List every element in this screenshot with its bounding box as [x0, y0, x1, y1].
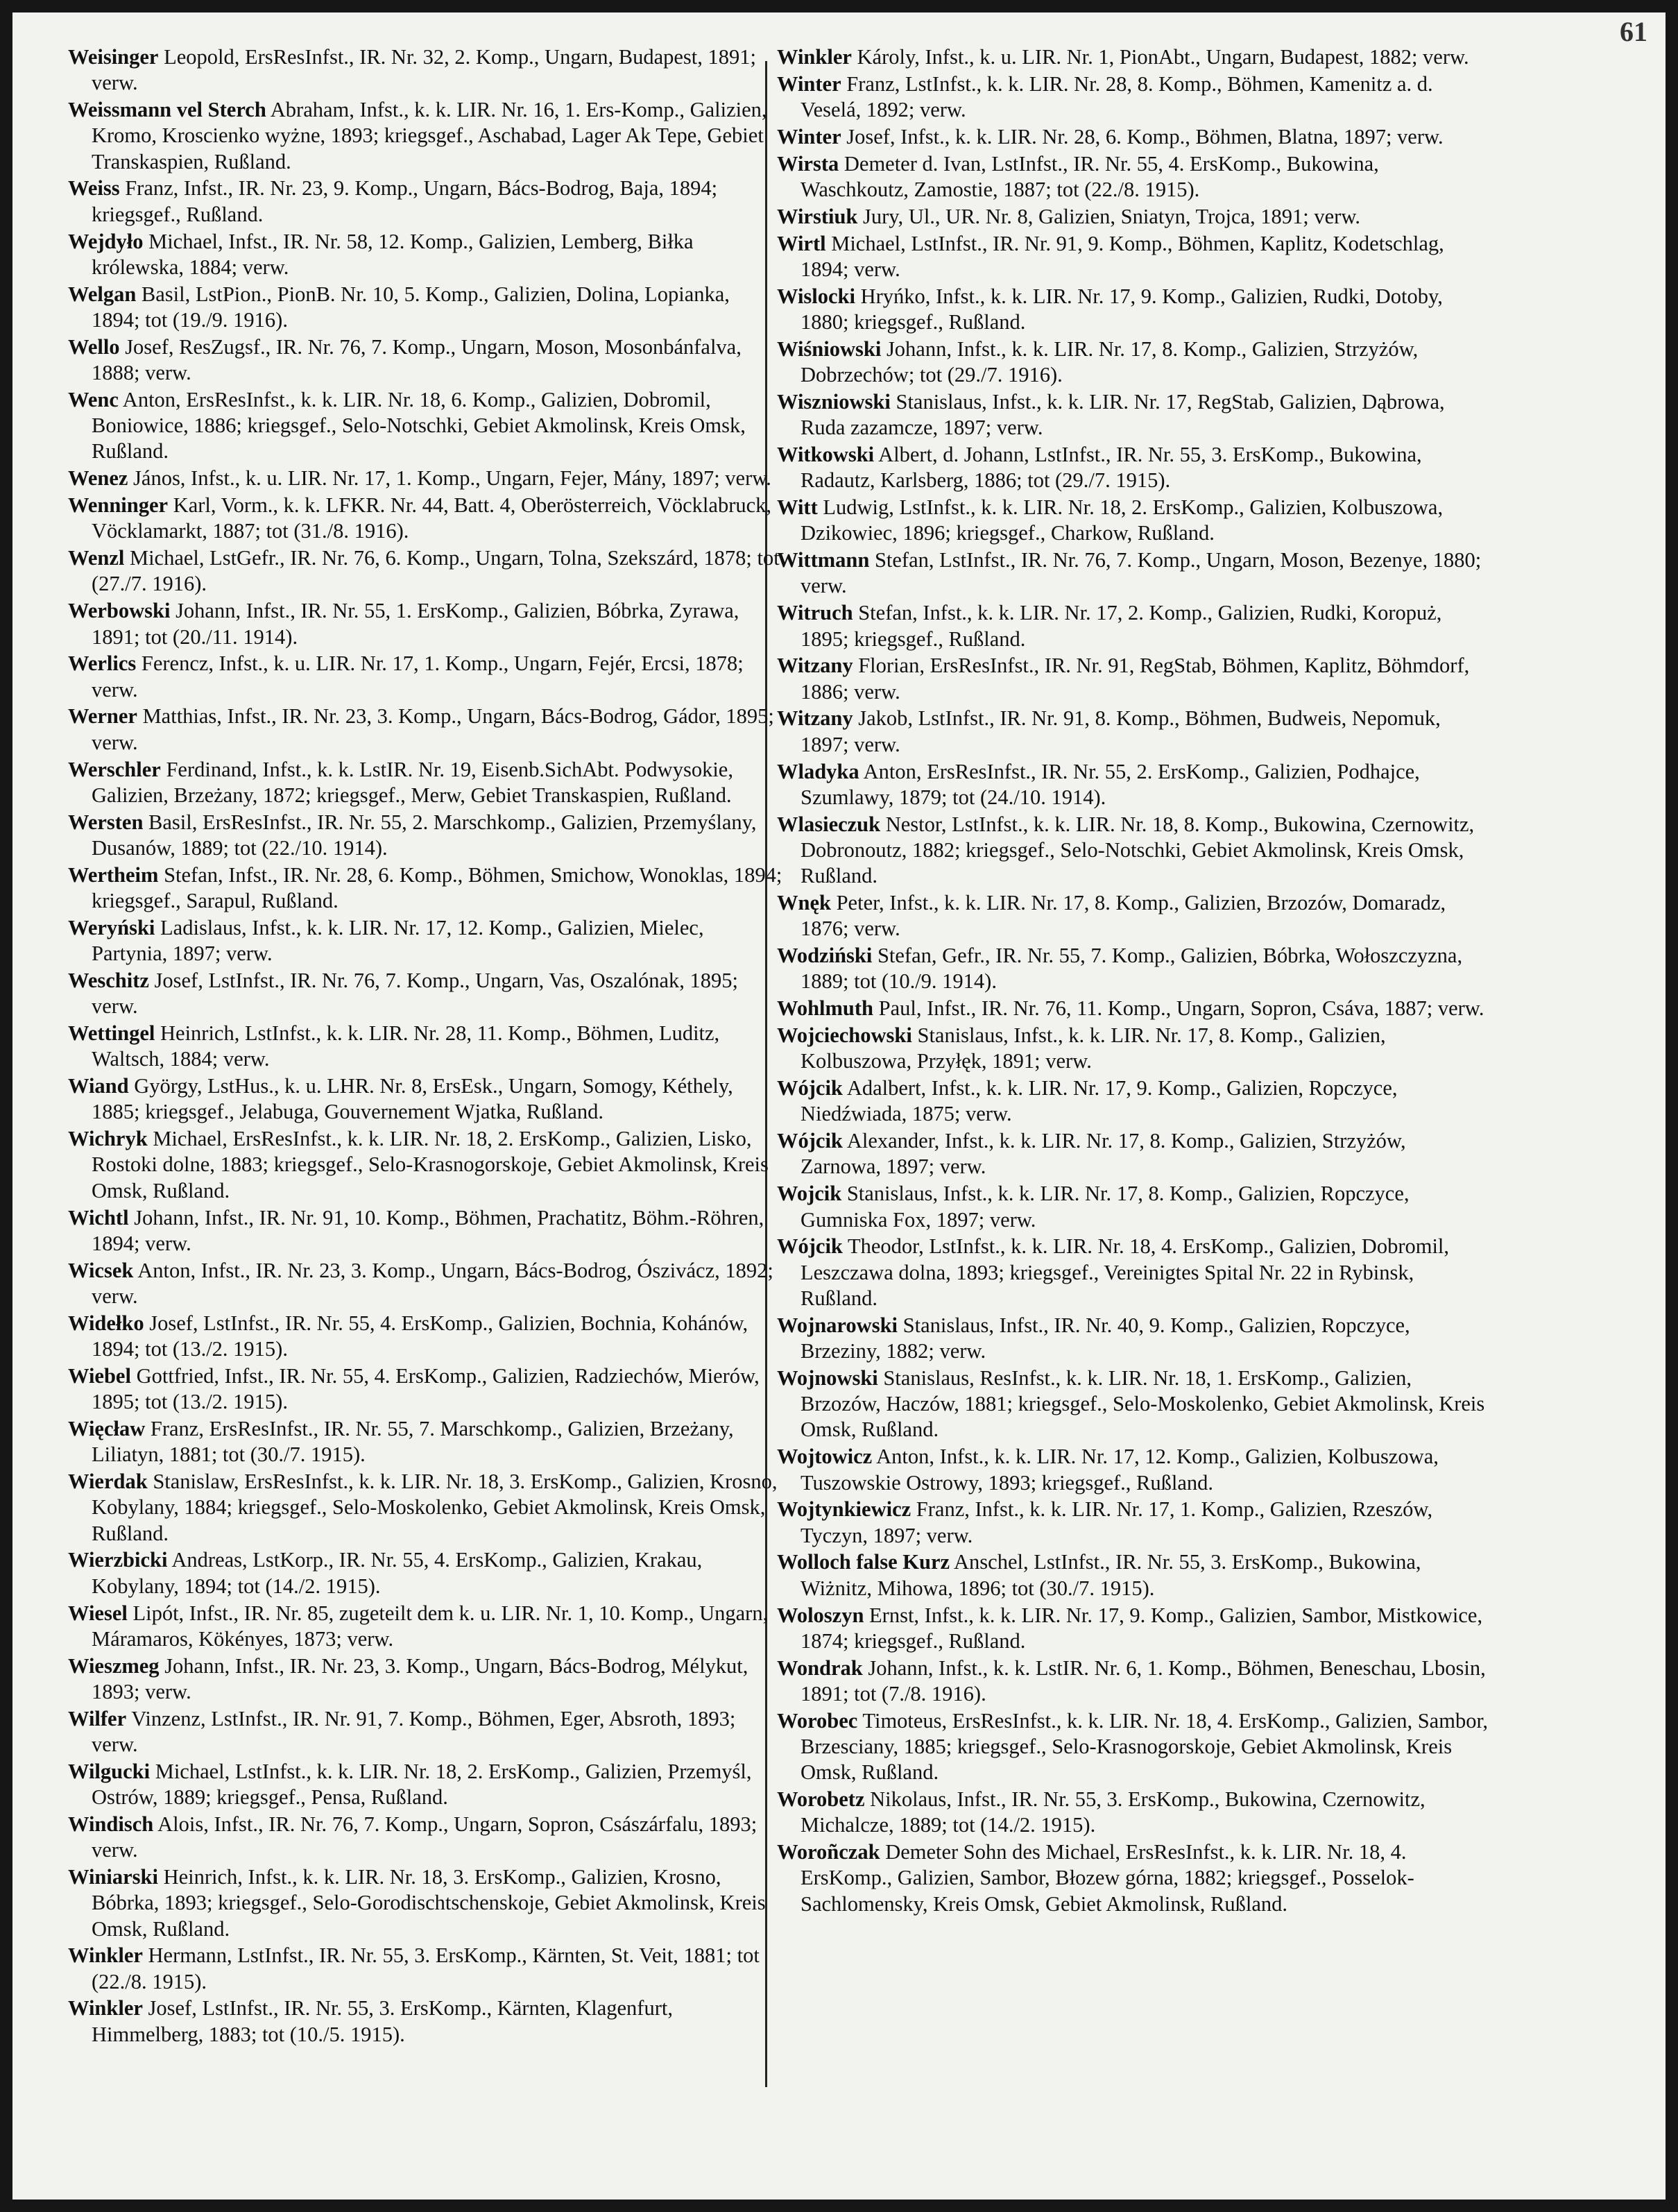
casualty-entry	[777, 389, 1491, 441]
entry-surname: Witzany	[777, 654, 853, 678]
entry-details: Johann, Infst., IR. Nr. 55, 1. ErsKomp., Galizien, Bóbrka, Zyrawa, 1891; tot (20./11. 1914).	[92, 599, 739, 649]
casualty-entry	[68, 598, 782, 650]
entry-details: Ferencz, Infst., k. u. LIR. Nr. 17, 1. Komp., Ungarn, Fejér, Ercsi, 1878; verw.	[92, 652, 744, 701]
casualty-entry	[777, 996, 1491, 1021]
entry-details: Franz, Infst., k. k. LIR. Nr. 17, 1. Komp., Galizien, Rzeszów, Tyczyn, 1897; verw.	[801, 1497, 1433, 1547]
entry-surname: Wenez	[68, 466, 128, 491]
entry-details: Anton, Infst., IR. Nr. 23, 3. Komp., Ungarn, Bács-Bodrog, Ószivácz, 1892; verw.	[92, 1258, 773, 1308]
entry-surname: Wojcik	[777, 1182, 842, 1206]
entry-surname: Wohlmuth	[777, 996, 873, 1021]
casualty-entry	[68, 1996, 782, 2048]
entry-details: Nestor, LstInfst., k. k. LIR. Nr. 18, 8. Komp., Bukowina, Czernowitz, Dobronoutz, 1882; kriegsgef., Selo-Notschki, Gebiet Akmolinsk, Kreis Omsk, Rußland.	[801, 812, 1475, 888]
entry-details: Matthias, Infst., IR. Nr. 23, 3. Komp., Ungarn, Bács-Bodrog, Gádor, 1895; verw.	[92, 704, 774, 754]
casualty-entry	[68, 1759, 782, 1811]
entry-details: Stefan, LstInfst., IR. Nr. 76, 7. Komp., Ungarn, Moson, Bezenye, 1880; verw.	[801, 548, 1482, 598]
entry-surname: Widełko	[68, 1311, 144, 1335]
casualty-entry	[777, 124, 1491, 150]
entry-surname: Wierzbicki	[68, 1548, 168, 1572]
casualty-entry	[68, 1653, 782, 1705]
entry-surname: Wenzl	[68, 546, 125, 570]
entry-details: Johann, Infst., IR. Nr. 23, 3. Komp., Ungarn, Bács-Bodrog, Mélykut, 1893; verw.	[92, 1653, 748, 1703]
casualty-entry	[68, 334, 782, 386]
entry-details: Vinzenz, LstInfst., IR. Nr. 91, 7. Komp., Böhmen, Eger, Absroth, 1893; verw.	[92, 1706, 736, 1756]
entry-details: Ladislaus, Infst., k. k. LIR. Nr. 17, 12. Komp., Galizien, Mielec, Partynia, 1897; verw.	[92, 915, 704, 966]
entry-details: Basil, LstPion., PionB. Nr. 10, 5. Komp., Galizien, Dolina, Lopianka, 1894; tot (19./9. 1916).	[92, 282, 730, 332]
entry-surname: Więcław	[68, 1416, 146, 1440]
casualty-entry	[68, 1073, 782, 1125]
entry-surname: Wieszmeg	[68, 1653, 160, 1678]
casualty-entry	[777, 1549, 1491, 1601]
entry-surname: Wettingel	[68, 1021, 155, 1045]
entry-surname: Wodziński	[777, 944, 873, 968]
entry-details: Florian, ErsResInfst., IR. Nr. 91, RegStab, Böhmen, Kaplitz, Böhmdorf, 1886; verw.	[801, 654, 1470, 704]
entry-details: Abraham, Infst., k. k. LIR. Nr. 16, 1. Ers-Komp., Galizien, Kromo, Kroscienko wyżne, 1893; kriegsgef., Aschabad, Lager Ak Tepe, Gebiet Transkaspien, Rußland.	[92, 98, 767, 173]
entry-surname: Wojtowicz	[777, 1445, 873, 1469]
casualty-entry	[777, 943, 1491, 995]
entry-details: Anschel, LstInfst., IR. Nr. 55, 3. ErsKomp., Bukowina, Wiżnitz, Mihowa, 1896; tot (30./7. 1915).	[801, 1550, 1421, 1600]
entry-surname: Witruch	[777, 601, 853, 625]
casualty-entry	[777, 1128, 1491, 1180]
entry-details: Michael, LstGefr., IR. Nr. 76, 6. Komp., Ungarn, Tolna, Szekszárd, 1878; tot (27./7. 1916).	[92, 546, 780, 596]
entry-surname: Werlics	[68, 652, 137, 676]
entry-surname: Wenc	[68, 387, 119, 411]
casualty-entry	[68, 1416, 782, 1468]
entry-details: Ludwig, LstInfst., k. k. LIR. Nr. 18, 2. ErsKomp., Galizien, Kolbuszowa, Dzikowiec, 1896; kriegsgef., Charkow, Rußland.	[801, 495, 1444, 545]
entry-details: Michael, LstInfst., k. k. LIR. Nr. 18, 2. ErsKomp., Galizien, Przemyśl, Ostrów, 1889; kriegsgef., Pensa, Rußland.	[92, 1759, 752, 1810]
entry-details: Alois, Infst., IR. Nr. 76, 7. Komp., Ungarn, Sopron, Császárfalu, 1893; verw.	[92, 1812, 757, 1862]
casualty-entry	[777, 1075, 1491, 1128]
casualty-entry	[777, 337, 1491, 389]
entry-details: Anton, Infst., k. k. LIR. Nr. 17, 12. Komp., Galizien, Kolbuszowa, Tuszowskie Ostrowy, 1893; kriegsgef., Rußland.	[801, 1445, 1439, 1495]
entry-details: Ernst, Infst., k. k. LIR. Nr. 17, 9. Komp., Galizien, Sambor, Mistkowice, 1874; kriegsgef., Rußland.	[801, 1603, 1483, 1653]
entry-surname: Wójcik	[777, 1129, 843, 1153]
entry-surname: Woloszyn	[777, 1603, 864, 1627]
casualty-entry	[777, 600, 1491, 652]
casualty-entry	[777, 1366, 1491, 1443]
entry-surname: Worobec	[777, 1708, 858, 1733]
entry-details: Stanislaus, Infst., k. k. LIR. Nr. 17, RegStab, Galizien, Dąbrowa, Ruda zazamcze, 1897; verw.	[801, 389, 1445, 440]
entry-surname: Winkler	[68, 1996, 143, 2020]
entry-surname: Witt	[777, 495, 818, 520]
entry-details: Johann, Infst., k. k. LIR. Nr. 17, 8. Komp., Galizien, Strzyżów, Dobrzechów; tot (29./7. 1916).	[801, 337, 1419, 387]
entry-surname: Wlasieczuk	[777, 812, 881, 836]
entry-surname: Wejdyło	[68, 229, 144, 253]
entry-surname: Weschitz	[68, 968, 149, 992]
entry-surname: Wirtl	[777, 231, 826, 255]
entry-details: Stefan, Infst., IR. Nr. 28, 6. Komp., Böhmen, Smichow, Wonoklas, 1894; kriegsgef., Sarapul, Rußland.	[92, 862, 782, 912]
entry-surname: Wiszniowski	[777, 389, 891, 414]
entry-details: Jury, Ul., UR. Nr. 8, Galizien, Sniatyn, Trojca, 1891; verw.	[857, 204, 1360, 228]
entry-details: Franz, ErsResInfst., IR. Nr. 55, 7. Marschkomp., Galizien, Brzeżany, Liliatyn, 1881; tot (30./7. 1915).	[92, 1416, 734, 1467]
entry-surname: Wiebel	[68, 1363, 131, 1388]
entry-surname: Wislocki	[777, 284, 855, 308]
entry-surname: Weryński	[68, 915, 155, 939]
casualty-entry	[68, 1311, 782, 1363]
entry-details: Josef, LstInfst., IR. Nr. 55, 3. ErsKomp., Kärnten, Klagenfurt, Himmelberg, 1883; tot (10./5. 1915).	[92, 1996, 673, 2046]
casualty-entry	[68, 1864, 782, 1942]
entry-surname: Wójcik	[777, 1234, 843, 1259]
entry-surname: Wirstiuk	[777, 204, 858, 228]
casualty-entry	[68, 545, 782, 597]
entry-details: Stanislaus, Infst., k. k. LIR. Nr. 17, 8. Komp., Galizien, Ropczyce, Gumniska Fox, 1897; verw.	[801, 1182, 1410, 1232]
casualty-entry	[68, 757, 782, 809]
entry-details: Heinrich, LstInfst., k. k. LIR. Nr. 28, 11. Komp., Böhmen, Luditz, Waltsch, 1884; verw.	[92, 1021, 720, 1071]
entry-details: Leopold, ErsResInfst., IR. Nr. 32, 2. Komp., Ungarn, Budapest, 1891; verw.	[92, 45, 757, 95]
casualty-entry	[68, 97, 782, 175]
right-column	[777, 44, 1491, 1919]
entry-details: János, Infst., k. u. LIR. Nr. 17, 1. Komp., Ungarn, Fejer, Mány, 1897; verw.	[128, 466, 771, 491]
casualty-entry	[777, 547, 1491, 599]
entry-details: Anton, ErsResInfst., k. k. LIR. Nr. 18, 6. Komp., Galizien, Dobromil, Boniowice, 1886; kriegsgef., Selo-Notschki, Gebiet Akmolinsk, Kreis Omsk, Rußland.	[92, 387, 746, 463]
entry-details: Ferdinand, Infst., k. k. LstIR. Nr. 19, Eisenb.SichAbt. Podwysokie, Galizien, Brzeżany, 1872; kriegsgef., Merw, Gebiet Transkaspien, Rußland.	[92, 757, 733, 807]
entry-surname: Wojnowski	[777, 1366, 878, 1390]
entry-details: Jakob, LstInfst., IR. Nr. 91, 8. Komp., Böhmen, Budweis, Nepomuk, 1897; verw.	[801, 706, 1441, 756]
entry-surname: Winkler	[68, 1943, 143, 1968]
entry-details: Theodor, LstInfst., k. k. LIR. Nr. 18, 4. ErsKomp., Galizien, Dobromil, Leszczawa dolna, 1893; kriegsgef., Vereinigtes Spital Nr. 22 in Rybinsk, Rußland.	[801, 1234, 1450, 1310]
entry-details: Michael, ErsResInfst., k. k. LIR. Nr. 18, 2. ErsKomp., Galizien, Lisko, Rostoki dolne, 1883; kriegsgef., Selo-Krasnogorskoje, Gebiet Akmolinsk, Kreis Omsk, Rußland.	[92, 1127, 769, 1202]
entry-details: Peter, Infst., k. k. LIR. Nr. 17, 8. Komp., Galizien, Brzozów, Domaradz, 1876; verw.	[801, 891, 1446, 941]
entry-surname: Wertheim	[68, 862, 159, 887]
entry-surname: Wladyka	[777, 759, 859, 783]
entry-details: Stanislaw, ErsResInfst., k. k. LIR. Nr. 18, 3. ErsKomp., Galizien, Krosno, Kobylany, 1884; kriegsgef., Selo-Moskolenko, Gebiet Akmolinsk, Kreis Omsk, Rußland.	[92, 1470, 778, 1545]
entry-details: Andreas, LstKorp., IR. Nr. 55, 4. ErsKomp., Galizien, Krakau, Kobylany, 1894; tot (14./2. 1915).	[92, 1548, 703, 1598]
casualty-entry	[68, 915, 782, 967]
entry-details: Nikolaus, Infst., IR. Nr. 55, 3. ErsKomp., Bukowina, Czernowitz, Michalcze, 1889; tot (14./2. 1915).	[801, 1787, 1426, 1837]
casualty-entry	[777, 231, 1491, 283]
entry-surname: Weissmann vel Sterch	[68, 98, 266, 122]
entry-surname: Wicsek	[68, 1258, 134, 1282]
entry-surname: Werschler	[68, 757, 161, 781]
entry-details: Josef, LstInfst., IR. Nr. 55, 4. ErsKomp., Galizien, Bochnia, Kohánów, 1894; tot (13./2. 1915).	[92, 1311, 748, 1361]
entry-details: Timoteus, ErsResInfst., k. k. LIR. Nr. 18, 4. ErsKomp., Galizien, Sambor, Brzesciany, 1885; kriegsgef., Selo-Krasnogorskoje, Gebiet Akmolinsk, Kreis Omsk, Rußland.	[801, 1708, 1488, 1785]
casualty-entry	[68, 1205, 782, 1257]
casualty-entry	[68, 704, 782, 756]
casualty-entry	[777, 1603, 1491, 1655]
casualty-entry	[68, 968, 782, 1020]
entry-surname: Werbowski	[68, 599, 171, 623]
casualty-entry	[68, 1126, 782, 1204]
entry-surname: Woroñczak	[777, 1840, 880, 1864]
casualty-entry	[777, 151, 1491, 203]
entry-surname: Wójcik	[777, 1076, 843, 1100]
casualty-entry	[777, 495, 1491, 547]
casualty-entry	[68, 1706, 782, 1758]
casualty-entry	[68, 44, 782, 96]
entry-details: György, LstHus., k. u. LHR. Nr. 8, ErsEsk., Ungarn, Somogy, Kéthely, 1885; kriegsgef., Jelabuga, Gouvernement Wjatka, Rußland.	[92, 1074, 733, 1124]
entry-details: Franz, LstInfst., k. k. LIR. Nr. 28, 8. Komp., Böhmen, Kamenitz a. d. Veselá, 1892; verw.	[801, 71, 1433, 122]
entry-details: Demeter Sohn des Michael, ErsResInfst., k. k. LIR. Nr. 18, 4. ErsKomp., Galizien, Sambor, Błozew górna, 1882; kriegsgef., Posselok-Sachlomensky, Kreis Omsk, Gebiet Akmolinsk, Rußland.	[801, 1840, 1414, 1916]
entry-surname: Wiśniowski	[777, 337, 882, 361]
casualty-entry	[777, 1708, 1491, 1786]
casualty-entry	[777, 812, 1491, 890]
casualty-entry	[777, 759, 1491, 811]
entry-details: Hermann, LstInfst., IR. Nr. 55, 3. ErsKomp., Kärnten, St. Veit, 1881; tot (22./8. 1915).	[92, 1943, 760, 1993]
entry-surname: Winter	[777, 124, 841, 148]
entry-surname: Worobetz	[777, 1787, 865, 1812]
entry-details: Demeter d. Ivan, LstInfst., IR. Nr. 55, 4. ErsKomp., Bukowina, Waschkoutz, Zamostie, 1887; tot (22./8. 1915).	[801, 151, 1379, 201]
casualty-entry	[68, 229, 782, 281]
casualty-entry	[68, 1547, 782, 1599]
entry-surname: Weisinger	[68, 45, 159, 69]
entry-details: Stanislaus, ResInfst., k. k. LIR. Nr. 18, 1. ErsKomp., Galizien, Brzozów, Haczów, 1881; kriegsgef., Selo-Moskolenko, Gebiet Akmolinsk, Kreis Omsk, Rußland.	[801, 1366, 1485, 1442]
casualty-entry	[777, 1234, 1491, 1311]
casualty-entry	[68, 1021, 782, 1073]
entry-surname: Wittmann	[777, 548, 870, 572]
entry-surname: Werner	[68, 704, 137, 729]
entry-details: Heinrich, Infst., k. k. LIR. Nr. 18, 3. ErsKomp., Galizien, Krosno, Bóbrka, 1893; kriegsgef., Selo-Gorodischtschenskoje, Gebiet Akmolinsk, Kreis Omsk, Rußland.	[92, 1864, 766, 1941]
entry-details: Johann, Infst., k. k. LstIR. Nr. 6, 1. Komp., Böhmen, Beneschau, Lbosin, 1891; tot (7./8. 1916).	[801, 1656, 1486, 1705]
entry-details: Basil, ErsResInfst., IR. Nr. 55, 2. Marschkomp., Galizien, Przemyślany, Dusanów, 1889; tot (22./10. 1914).	[92, 810, 757, 860]
casualty-entry	[777, 1444, 1491, 1496]
entry-surname: Wiesel	[68, 1601, 128, 1625]
entry-details: Paul, Infst., IR. Nr. 76, 11. Komp., Ungarn, Sopron, Csáva, 1887; verw.	[873, 996, 1484, 1021]
casualty-entry	[777, 44, 1491, 70]
casualty-entry	[68, 1812, 782, 1864]
entry-details: Stanislaus, Infst., IR. Nr. 40, 9. Komp., Galizien, Ropczyce, Brzeziny, 1882; verw.	[801, 1313, 1410, 1363]
entry-details: Franz, Infst., IR. Nr. 23, 9. Komp., Ungarn, Bács-Bodrog, Baja, 1894; kriegsgef., Rußland.	[92, 176, 718, 226]
casualty-entry	[68, 862, 782, 914]
entry-details: Stefan, Gefr., IR. Nr. 55, 7. Komp., Galizien, Bóbrka, Wołoszczyzna, 1889; tot (10./9. 1914).	[801, 944, 1463, 994]
entry-details: Hryńko, Infst., k. k. LIR. Nr. 17, 9. Komp., Galizien, Rudki, Dotoby, 1880; kriegsgef., Rußland.	[801, 284, 1443, 334]
casualty-entry	[777, 1656, 1491, 1708]
entry-details: Josef, ResZugsf., IR. Nr. 76, 7. Komp., Ungarn, Moson, Mosonbánfalva, 1888; verw.	[92, 334, 742, 385]
casualty-entry	[777, 442, 1491, 494]
entry-surname: Winkler	[777, 45, 852, 69]
casualty-entry	[68, 1943, 782, 1995]
entry-details: Josef, Infst., k. k. LIR. Nr. 28, 6. Komp., Böhmen, Blatna, 1897; verw.	[841, 124, 1444, 148]
entry-details: Anton, ErsResInfst., IR. Nr. 55, 2. ErsKomp., Galizien, Podhajce, Szumlawy, 1879; tot (24./10. 1914).	[801, 759, 1420, 809]
entry-details: Károly, Infst., k. u. LIR. Nr. 1, PionAbt., Ungarn, Budapest, 1882; verw.	[851, 45, 1469, 69]
entry-details: Alexander, Infst., k. k. LIR. Nr. 17, 8. Komp., Galizien, Strzyżów, Zarnowa, 1897; verw.	[801, 1129, 1406, 1179]
casualty-entry	[777, 890, 1491, 942]
entry-surname: Weiss	[68, 176, 120, 201]
casualty-entry	[68, 466, 782, 491]
casualty-entry	[777, 204, 1491, 230]
entry-surname: Wilgucki	[68, 1759, 151, 1783]
entry-surname: Windisch	[68, 1812, 154, 1836]
entry-details: Stanislaus, Infst., k. k. LIR. Nr. 17, 8. Komp., Galizien, Kolbuszowa, Przyłęk, 1891; verw.	[801, 1023, 1386, 1073]
entry-details: Adalbert, Infst., k. k. LIR. Nr. 17, 9. Komp., Galizien, Ropczyce, Niedźwiada, 1875; verw.	[801, 1076, 1398, 1126]
entry-surname: Winiarski	[68, 1864, 158, 1889]
entry-surname: Wierdak	[68, 1470, 148, 1494]
casualty-entry	[68, 1258, 782, 1310]
casualty-entry	[777, 1839, 1491, 1917]
casualty-entry	[777, 1787, 1491, 1839]
entry-surname: Wichryk	[68, 1127, 148, 1151]
casualty-entry	[777, 1181, 1491, 1233]
entry-surname: Wenninger	[68, 493, 169, 518]
entry-details: Karl, Vorm., k. k. LFKR. Nr. 44, Batt. 4, Oberösterreich, Vöcklabruck, Vöcklamarkt, 1887; tot (31./8. 1916).	[92, 493, 772, 543]
casualty-entry	[68, 1601, 782, 1653]
casualty-entry	[68, 282, 782, 334]
entry-details: Michael, LstInfst., IR. Nr. 91, 9. Komp., Böhmen, Kaplitz, Kodetschlag, 1894; verw.	[801, 231, 1444, 281]
document-page	[12, 12, 1666, 2200]
entry-details: Josef, LstInfst., IR. Nr. 76, 7. Komp., Ungarn, Vas, Oszalónak, 1895; verw.	[92, 968, 739, 1019]
entry-details: Gottfried, Infst., IR. Nr. 55, 4. ErsKomp., Galizien, Radziechów, Mierów, 1895; tot (13./2. 1915).	[92, 1363, 760, 1414]
entry-details: Albert, d. Johann, LstInfst., IR. Nr. 55, 3. ErsKomp., Bukowina, Radautz, Karlsberg, 1886; tot (29./7. 1915).	[801, 442, 1422, 493]
entry-surname: Wojtynkiewicz	[777, 1497, 911, 1522]
entry-surname: Wolloch false Kurz	[777, 1550, 950, 1574]
casualty-entry	[777, 1497, 1491, 1549]
entry-details: Stefan, Infst., k. k. LIR. Nr. 17, 2. Komp., Galizien, Rudki, Koropuż, 1895; kriegsgef., Rußland.	[801, 601, 1442, 651]
entry-surname: Wondrak	[777, 1656, 863, 1680]
casualty-entry	[68, 810, 782, 862]
entry-surname: Wello	[68, 334, 120, 359]
entry-surname: Wersten	[68, 810, 144, 834]
entry-details: Johann, Infst., IR. Nr. 91, 10. Komp., Böhmen, Prachatitz, Böhm.-Röhren, 1894; verw.	[92, 1205, 764, 1255]
casualty-entry	[777, 1313, 1491, 1365]
casualty-entry	[777, 1023, 1491, 1075]
entry-surname: Witzany	[777, 706, 853, 731]
casualty-entry	[68, 176, 782, 228]
casualty-entry	[777, 653, 1491, 705]
entry-surname: Wnęk	[777, 891, 831, 914]
page-number: 61	[1620, 16, 1647, 47]
entry-surname: Wirsta	[777, 151, 839, 176]
casualty-entry	[777, 706, 1491, 758]
left-column	[68, 44, 782, 2049]
entry-surname: Witkowski	[777, 442, 875, 466]
entry-details: Lipót, Infst., IR. Nr. 85, zugeteilt dem k. u. LIR. Nr. 1, 10. Komp., Ungarn, Máramaros, Kökényes, 1873; verw.	[92, 1601, 769, 1651]
entry-surname: Wichtl	[68, 1205, 129, 1230]
entry-surname: Welgan	[68, 282, 137, 306]
casualty-entry	[777, 284, 1491, 336]
entry-surname: Wilfer	[68, 1706, 127, 1730]
casualty-entry	[68, 651, 782, 703]
entry-details: Michael, Infst., IR. Nr. 58, 12. Komp., Galizien, Lemberg, Biłka królewska, 1884; verw.	[92, 229, 694, 279]
entry-surname: Winter	[777, 71, 841, 96]
entry-surname: Wiand	[68, 1074, 129, 1098]
casualty-entry	[777, 71, 1491, 124]
casualty-entry	[68, 493, 782, 545]
entry-surname: Wojciechowski	[777, 1023, 912, 1047]
casualty-entry	[68, 1469, 782, 1547]
casualty-entry	[68, 1363, 782, 1415]
entry-surname: Wojnarowski	[777, 1313, 898, 1337]
casualty-entry	[68, 387, 782, 465]
